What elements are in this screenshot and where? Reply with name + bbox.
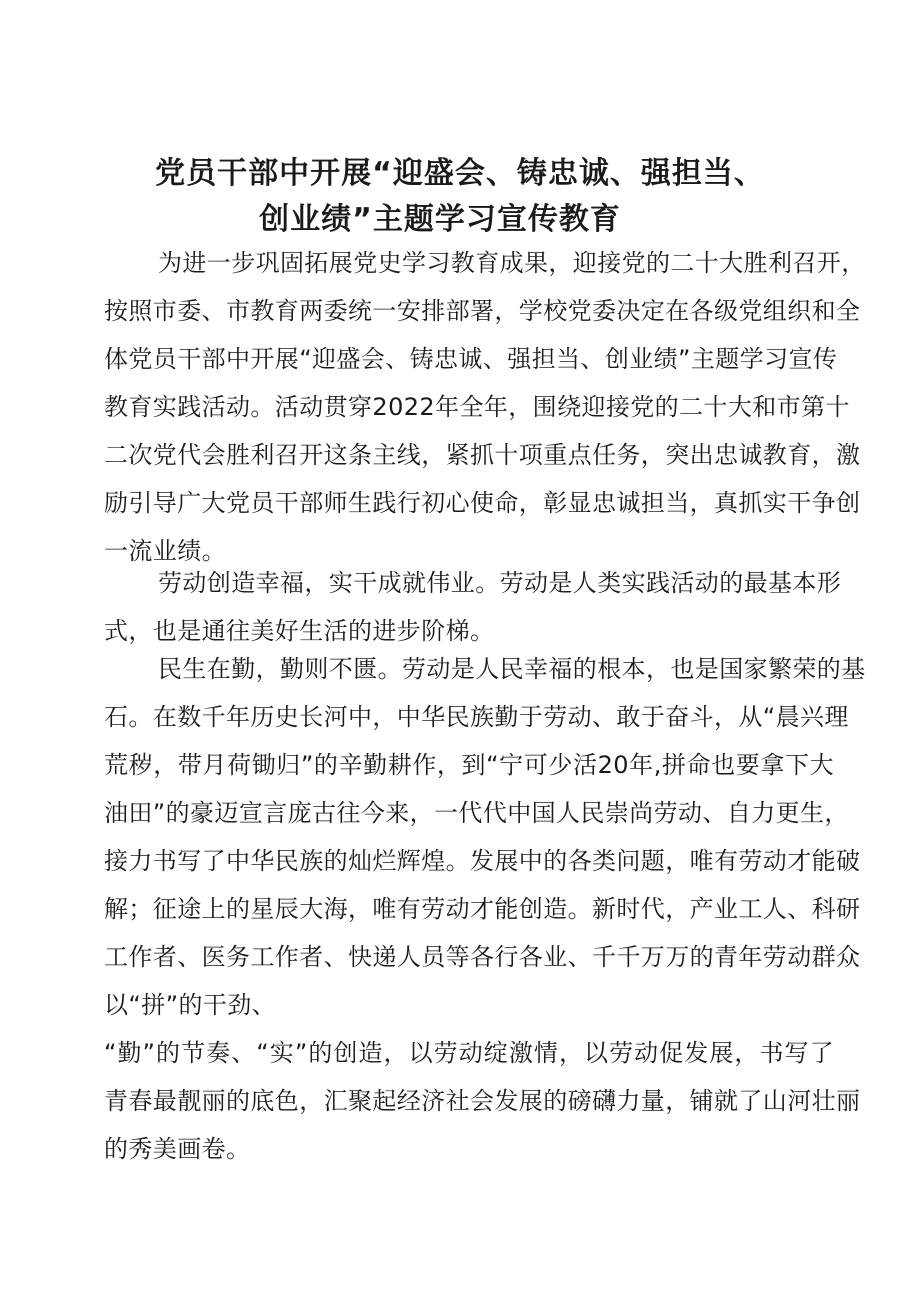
paragraph-3-line-3: 荒秽，带月荷锄归”的辛勤耕作，到“宁可少活20年,拼命也要拿下大: [104, 751, 834, 779]
paragraph-1-line-4: 教育实践活动。活动贯穿2022年全年，围绕迎接党的二十大和市第十: [104, 393, 850, 421]
paragraph-3-line-8: 以“拼”的干劲、: [104, 991, 277, 1019]
paragraph-1-line-2: 按照市委、市教育两委统一安排部署，学校党委决定在各级党组织和全: [104, 297, 861, 325]
paragraph-3-line-2: 石。在数千年历史长河中，中华民族勤于劳动、敢于奋斗，从“晨兴理: [104, 703, 849, 731]
paragraph-3-line-11: 的秀美画卷。: [104, 1135, 251, 1163]
paragraph-3-line-4: 油田”的豪迈宣言庞古往今来，一代代中国人民崇尚劳动、自力更生，: [104, 799, 849, 827]
paragraph-1-line-3: 体党员干部中开展“迎盛会、铸忠诚、强担当、创业绩”主题学习宣传: [104, 345, 838, 373]
paragraph-3-line-9: “勤”的节奏、“实”的创造，以劳动绽激情，以劳动促发展，书写了: [104, 1039, 834, 1067]
paragraph-3-line-1: 民生在勤，勤则不匮。劳动是人民幸福的根本，也是国家繁荣的基: [158, 655, 866, 683]
paragraph-2-line-1: 劳动创造幸福，实干成就伟业。劳动是人类实践活动的最基本形: [158, 569, 842, 597]
paragraph-3-line-6: 解；征途上的星辰大海，唯有劳动才能创造。新时代，产业工人、科研: [104, 895, 861, 923]
paragraph-2-line-2: 式，也是通往美好生活的进步阶梯。: [104, 617, 495, 645]
document-title-line-1: 党员干部中开展“迎盛会、铸忠诚、强担当、: [155, 156, 765, 191]
paragraph-1-line-7: 一流业绩。: [104, 537, 226, 565]
paragraph-1-line-1: 为进一步巩固拓展党史学习教育成果，迎接党的二十大胜利召开，: [158, 249, 866, 277]
paragraph-3-line-7: 工作者、医务工作者、快递人员等各行各业、千千万万的青年劳动群众: [104, 943, 861, 971]
document-title-line-2: 创业绩”主题学习宣传教育: [259, 202, 621, 237]
paragraph-3-line-10: 青春最靓丽的底色，汇聚起经济社会发展的磅礴力量，铺就了山河壮丽: [104, 1087, 861, 1115]
paragraph-1-line-6: 励引导广大党员干部师生践行初心使命，彰显忠诚担当，真抓实干争创: [104, 489, 861, 517]
paragraph-3-line-5: 接力书写了中华民族的灿烂辉煌。发展中的各类问题，唯有劳动才能破: [104, 847, 861, 875]
paragraph-1-line-5: 二次党代会胜利召开这条主线，紧抓十项重点任务，突出忠诚教育，激: [104, 441, 861, 469]
